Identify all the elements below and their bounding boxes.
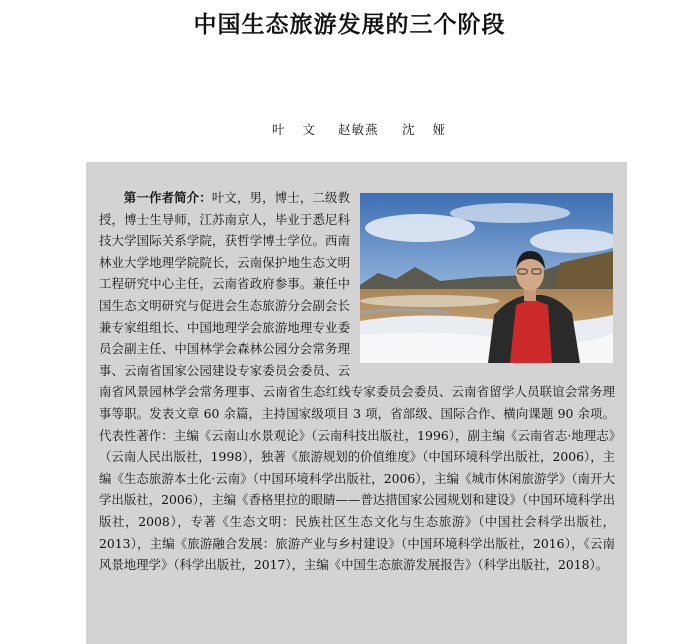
bio-heading: 第一作者简介：	[123, 190, 212, 205]
author-bio-box	[86, 162, 627, 644]
author-portrait-photo	[360, 193, 613, 363]
author-1: 叶 文	[272, 122, 322, 137]
bio-body: 叶文，男，博士，二级教授，博士生导师，江苏南京人，毕业于悉尼科技大学国际关系学院，获哲学博士学位。西南林业大学地理学院院长，云南保护地生态文明工程研究中心主任，云南省政府参事。兼任中国生态文明研究与促进会生态旅游分会副会长兼专家组组长、中国地理学会旅游地理专业委员会副主任、中国林学会森林公园分会常务理事、云南省国家公园建设专家委员会委员、云南省风景园林学会常务理事、云南省生态红线专家委员会委员、云南省留学人员联谊会常务理事等职。发表文章 60 余篇，主持国家级项目 3 项，省部级、国际合作、横向课题 90 余项。代表性著作：主编《云南山水景观论》（云南科技出版社，1996），副主编《云南省志·地理志》（云南人民出版社，1998），独著《旅游规划的价值维度》（中国环境科学出版社，2006），主编《生态旅游本土化·云南》（中国环境科学出版社，2006），主编《城市休闲旅游学》（南开大学出版社，2006），主编《香格里拉的眼睛——普达措国家公园规划和建设》（中国环境科学出版社，2008），专著《生态文明：民族社区生态文化与生态旅游》（中国社会科学出版社，2013），主编《旅游融合发展：旅游产业与乡村建设》（中国环境科学出版社，2016），《云南风景地理学》（科学出版社，2017），主编《中国生态旅游发展报告》（科学出版社，2018）。	[99, 190, 615, 573]
author-2: 赵敏燕	[338, 122, 379, 137]
author-3: 沈 娅	[402, 122, 452, 137]
page-title: 中国生态旅游发展的三个阶段	[193, 12, 506, 38]
